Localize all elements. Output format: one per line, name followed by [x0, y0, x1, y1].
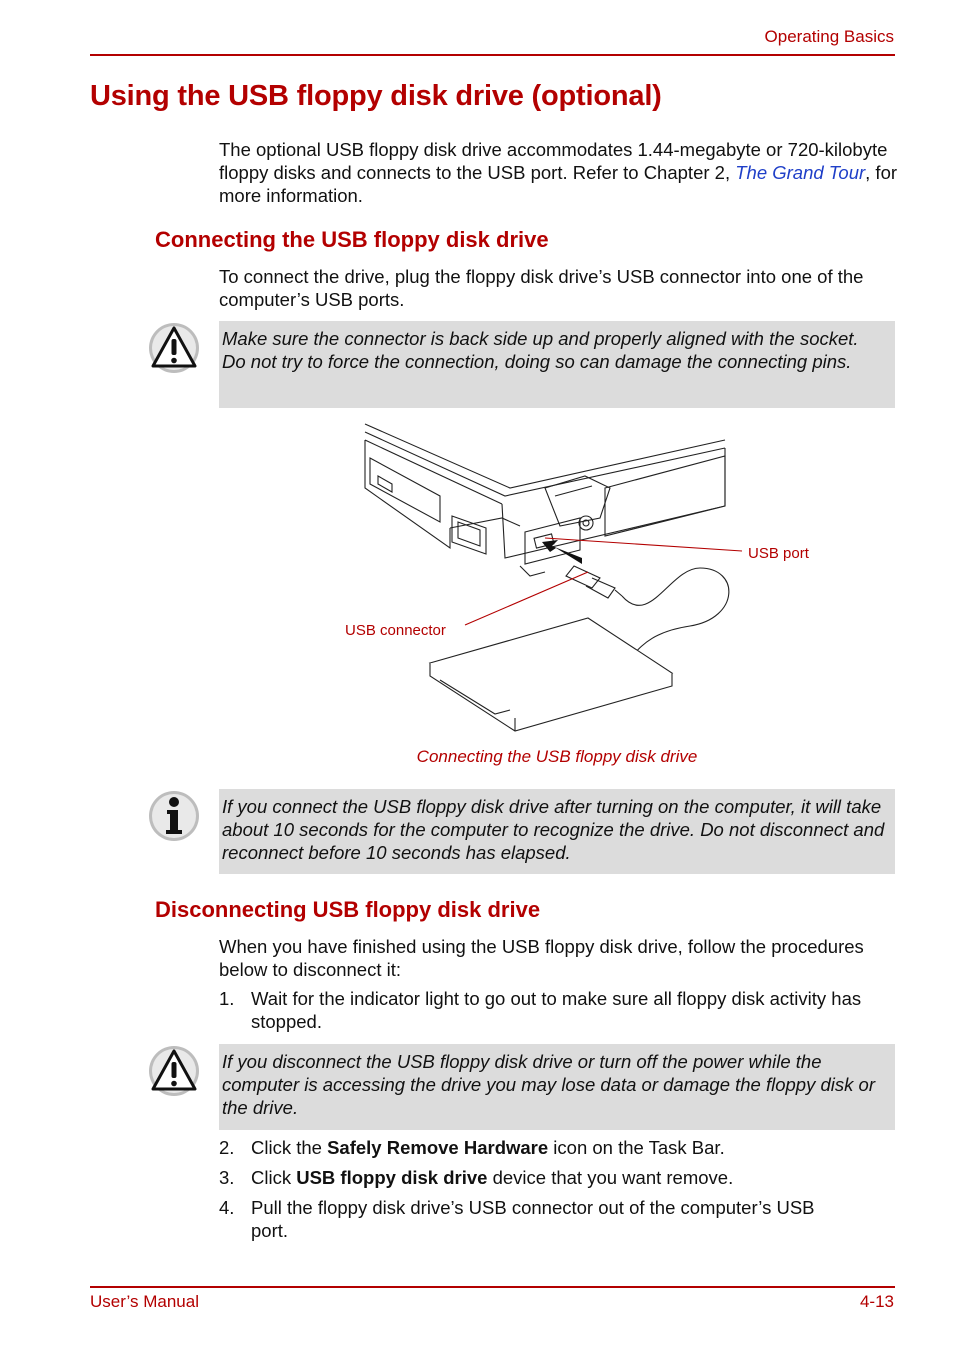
disconnecting-text: When you have finished using the USB floppy disk drive, follow the procedures below to disconnect it: [219, 936, 864, 980]
usb-floppy-illustration [330, 418, 830, 743]
caution-note-disconnect [219, 1044, 895, 1130]
safely-remove-hardware-label: Safely Remove Hardware [327, 1137, 549, 1158]
footer-manual-title: User’s Manual [90, 1292, 199, 1311]
step-text: Pull the floppy disk drive’s USB connector out of the computer’s USB port. [251, 1197, 815, 1241]
usb-port-label: USB port [748, 545, 809, 562]
step-number: 2. [219, 1137, 235, 1158]
grand-tour-link[interactable]: The Grand Tour [735, 162, 866, 183]
caution-text: If you disconnect the USB floppy disk drive or turn off the power while the computer is accessing the drive you may lose data or damage the floppy disk or the drive. [222, 1051, 875, 1118]
page-title: Using the USB floppy disk drive (optional) [90, 80, 662, 112]
step-text: Click [251, 1167, 297, 1188]
list-item [219, 1166, 899, 1189]
running-header: Operating Basics [764, 27, 894, 46]
intro-text-end: , for more information. [219, 162, 898, 206]
intro-paragraph [219, 138, 899, 207]
caution-text: Make sure the connector is back side up and properly aligned with the socket. Do not try to force the connection, doing so can damage the connecting pins. [222, 328, 859, 372]
footer-rule [90, 1286, 895, 1288]
figure-caption: Connecting the USB floppy disk drive [416, 747, 698, 766]
step-list-2 [219, 1136, 899, 1242]
caution-icon [148, 322, 200, 374]
caution-note-connector [219, 321, 895, 408]
caution-icon [148, 1045, 200, 1097]
list-item [219, 987, 899, 1033]
list-item [219, 1196, 851, 1242]
step-number: 3. [219, 1167, 235, 1188]
info-icon [148, 790, 200, 842]
connecting-paragraph [219, 265, 899, 311]
step-number: 1. [219, 988, 235, 1009]
step-text: device that you want remove. [487, 1167, 734, 1188]
connecting-text: To connect the drive, plug the floppy disk drive’s USB connector into one of the computer’s USB ports. [219, 266, 864, 310]
usb-connector-label: USB connector [345, 622, 446, 639]
info-text: If you connect the USB floppy disk drive after turning on the computer, it will take about 10 seconds for the computer to recognize the drive. Do not disconnect and reconnect before 10 seconds has elapsed. [222, 796, 885, 863]
page-number: 4-13 [859, 1292, 894, 1311]
step-list-1 [219, 987, 899, 1033]
info-note [219, 789, 895, 874]
section-heading-connecting: Connecting the USB floppy disk drive [155, 227, 549, 252]
step-number: 4. [219, 1197, 235, 1218]
usb-floppy-device-label: USB floppy disk drive [296, 1167, 488, 1188]
step-text: Click the [251, 1137, 328, 1158]
step-text: icon on the Task Bar. [548, 1137, 725, 1158]
step-text: Wait for the indicator light to go out to make sure all floppy disk activity has stopped. [251, 988, 862, 1032]
disconnecting-paragraph [219, 935, 899, 981]
list-item [219, 1136, 899, 1159]
intro-text: The optional USB floppy disk drive accommodates 1.44-megabyte or 720-kilobyte floppy disks and connects to the USB port. Refer to Chapter 2, [219, 139, 888, 183]
section-heading-disconnecting: Disconnecting USB floppy disk drive [155, 897, 541, 922]
header-rule [90, 54, 895, 56]
